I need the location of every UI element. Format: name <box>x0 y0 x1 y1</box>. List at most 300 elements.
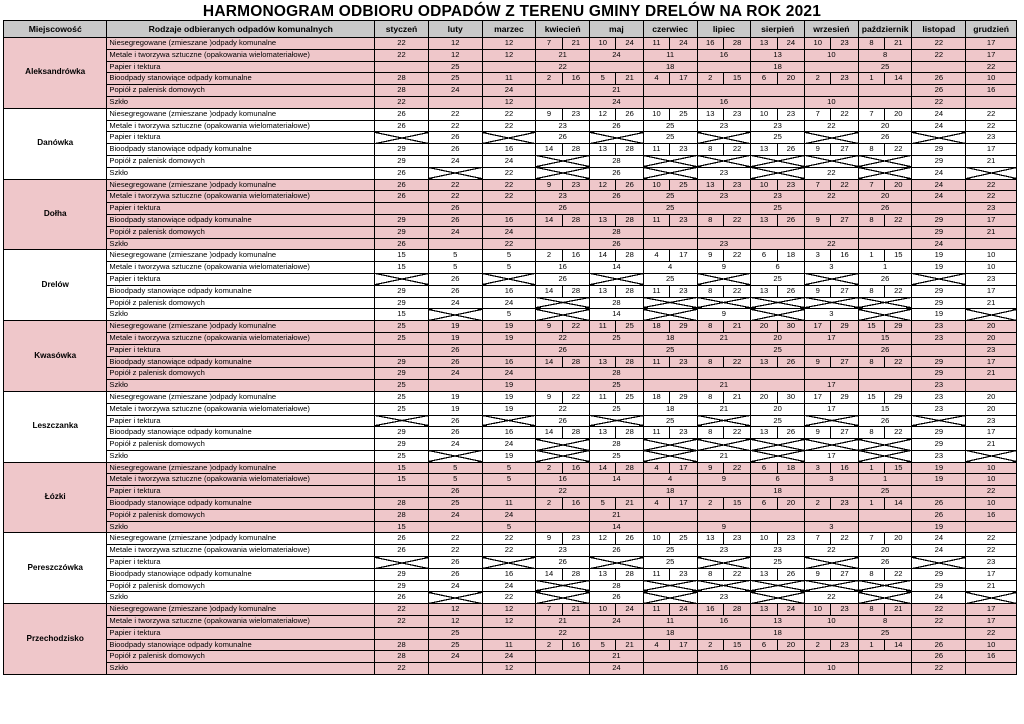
pickup-day: 24 <box>590 663 644 675</box>
schedule-row <box>4 226 1017 238</box>
pickup-day: 22 <box>723 356 750 368</box>
pickup-day: 20 <box>777 73 804 85</box>
pickup-day: 29 <box>375 285 429 297</box>
town-name: Pereszczówka <box>4 533 107 604</box>
no-pickup-cell <box>805 132 859 144</box>
pickup-day: 17 <box>966 427 1017 439</box>
pickup-day: 9 <box>805 427 831 439</box>
pickup-day: 9 <box>805 568 831 580</box>
waste-type-label: Niesegregowane (zmieszane )odpady komunalne <box>107 462 375 474</box>
pickup-day: 6 <box>751 262 805 274</box>
pickup-day: 2 <box>805 73 831 85</box>
town-name: Kwasówka <box>4 321 107 392</box>
pickup-day: 11 <box>643 38 669 50</box>
pickup-day: 22 <box>482 167 536 179</box>
pickup-day: 15 <box>723 73 750 85</box>
pickup-day: 22 <box>966 61 1017 73</box>
pickup-day: 26 <box>912 85 966 97</box>
pickup-day: 4 <box>643 474 697 486</box>
no-pickup-cell <box>536 521 590 533</box>
pickup-day: 29 <box>375 580 429 592</box>
waste-type-label: Niesegregowane (zmieszane )odpady komunalne <box>107 179 375 191</box>
pickup-day: 22 <box>831 108 858 120</box>
schedule-row <box>4 49 1017 61</box>
pickup-day: 5 <box>428 250 482 262</box>
pickup-day: 22 <box>428 533 482 545</box>
pickup-day: 5 <box>482 474 536 486</box>
pickup-day: 12 <box>428 616 482 628</box>
pickup-day: 9 <box>805 356 831 368</box>
schedule-row <box>4 580 1017 592</box>
pickup-day: 13 <box>751 616 805 628</box>
pickup-day: 29 <box>375 144 429 156</box>
pickup-day: 26 <box>590 238 644 250</box>
no-pickup-cell <box>643 592 697 604</box>
pickup-day: 23 <box>912 321 966 333</box>
pickup-day: 22 <box>966 191 1017 203</box>
pickup-day: 22 <box>482 533 536 545</box>
pickup-day: 9 <box>536 321 562 333</box>
pickup-day: 24 <box>912 238 966 250</box>
pickup-day: 23 <box>670 144 697 156</box>
schedule-row <box>4 439 1017 451</box>
pickup-day: 15 <box>723 639 750 651</box>
pickup-day: 8 <box>858 214 884 226</box>
pickup-day: 9 <box>697 309 751 321</box>
pickup-day: 8 <box>858 144 884 156</box>
pickup-day: 4 <box>643 639 669 651</box>
pickup-day: 8 <box>697 391 723 403</box>
pickup-day: 29 <box>375 568 429 580</box>
pickup-day: 12 <box>590 108 616 120</box>
pickup-day: 21 <box>966 226 1017 238</box>
pickup-day: 28 <box>616 462 643 474</box>
pickup-day: 11 <box>590 391 616 403</box>
no-pickup-cell <box>966 521 1017 533</box>
schedule-row <box>4 38 1017 50</box>
pickup-day: 8 <box>697 144 723 156</box>
pickup-day: 12 <box>590 179 616 191</box>
no-pickup-cell <box>590 273 644 285</box>
no-pickup-cell <box>805 61 859 73</box>
no-pickup-cell <box>697 61 751 73</box>
pickup-day: 25 <box>590 403 644 415</box>
pickup-day: 28 <box>375 85 429 97</box>
pickup-day: 22 <box>805 191 859 203</box>
pickup-day: 2 <box>536 498 562 510</box>
pickup-day: 9 <box>697 250 723 262</box>
no-pickup-cell <box>375 273 429 285</box>
pickup-day: 8 <box>697 285 723 297</box>
pickup-day: 26 <box>912 639 966 651</box>
pickup-day: 23 <box>966 203 1017 215</box>
pickup-day: 16 <box>697 49 751 61</box>
pickup-day: 17 <box>966 604 1017 616</box>
pickup-day: 24 <box>428 439 482 451</box>
waste-type-label: Bioodpady stanowiące odpady komunalne <box>107 356 375 368</box>
pickup-day: 25 <box>751 273 805 285</box>
no-pickup-cell <box>643 651 697 663</box>
pickup-day: 29 <box>375 155 429 167</box>
pickup-day: 28 <box>616 427 643 439</box>
pickup-day: 28 <box>562 356 589 368</box>
pickup-day: 25 <box>428 498 482 510</box>
header-month: grudzień <box>966 21 1017 38</box>
pickup-day: 8 <box>858 427 884 439</box>
pickup-day: 26 <box>858 344 912 356</box>
pickup-day: 1 <box>858 262 912 274</box>
pickup-day: 22 <box>428 120 482 132</box>
pickup-day: 22 <box>375 616 429 628</box>
pickup-day: 22 <box>536 61 590 73</box>
pickup-day: 17 <box>805 403 859 415</box>
pickup-day: 9 <box>805 285 831 297</box>
pickup-day: 16 <box>697 663 751 675</box>
pickup-day: 10 <box>966 639 1017 651</box>
town-name: Danówka <box>4 108 107 179</box>
no-pickup-cell <box>805 509 859 521</box>
pickup-day: 9 <box>805 214 831 226</box>
no-pickup-cell <box>643 509 697 521</box>
pickup-day: 10 <box>805 616 859 628</box>
pickup-day: 21 <box>966 580 1017 592</box>
pickup-day: 19 <box>912 474 966 486</box>
waste-type-label: Niesegregowane (zmieszane )odpady komunalne <box>107 533 375 545</box>
no-pickup-cell <box>805 344 859 356</box>
pickup-day: 7 <box>858 179 884 191</box>
pickup-day: 20 <box>885 108 912 120</box>
pickup-day: 22 <box>831 533 858 545</box>
pickup-day: 10 <box>805 38 831 50</box>
pickup-day: 26 <box>616 108 643 120</box>
waste-type-label: Bioodpady stanowiące odpady komunalne <box>107 73 375 85</box>
no-pickup-cell <box>966 96 1017 108</box>
pickup-day: 20 <box>966 403 1017 415</box>
pickup-day: 30 <box>777 321 804 333</box>
pickup-day: 13 <box>751 427 777 439</box>
no-pickup-cell <box>805 155 859 167</box>
pickup-day: 26 <box>777 356 804 368</box>
pickup-day: 8 <box>858 49 912 61</box>
pickup-day: 25 <box>590 380 644 392</box>
pickup-day: 22 <box>375 49 429 61</box>
pickup-day: 29 <box>670 321 697 333</box>
no-pickup-cell <box>697 627 751 639</box>
no-pickup-cell <box>697 368 751 380</box>
pickup-day: 23 <box>562 108 589 120</box>
pickup-day: 28 <box>590 226 644 238</box>
pickup-day: 15 <box>885 250 912 262</box>
pickup-day: 16 <box>697 616 751 628</box>
pickup-day: 2 <box>697 498 723 510</box>
pickup-day: 29 <box>912 568 966 580</box>
pickup-day: 20 <box>751 391 777 403</box>
no-pickup-cell <box>858 651 912 663</box>
pickup-day: 19 <box>912 250 966 262</box>
waste-type-label: Niesegregowane (zmieszane )odpady komunalne <box>107 604 375 616</box>
pickup-day: 22 <box>912 604 966 616</box>
pickup-day: 2 <box>805 639 831 651</box>
pickup-day: 12 <box>590 533 616 545</box>
pickup-day: 17 <box>670 250 697 262</box>
pickup-day: 13 <box>751 38 777 50</box>
waste-type-label: Szkło <box>107 450 375 462</box>
pickup-day: 24 <box>616 604 643 616</box>
pickup-day: 19 <box>912 309 966 321</box>
pickup-day: 16 <box>697 38 723 50</box>
pickup-day: 17 <box>670 462 697 474</box>
pickup-day: 23 <box>697 167 751 179</box>
pickup-day: 16 <box>482 285 536 297</box>
pickup-day: 26 <box>375 533 429 545</box>
pickup-day: 22 <box>482 238 536 250</box>
pickup-day: 28 <box>562 568 589 580</box>
waste-type-label: Popiół z palenisk domowych <box>107 155 375 167</box>
pickup-day: 19 <box>912 262 966 274</box>
waste-type-label: Papier i tektura <box>107 557 375 569</box>
schedule-row <box>4 85 1017 97</box>
pickup-day: 18 <box>751 627 805 639</box>
schedule-row <box>4 344 1017 356</box>
pickup-day: 29 <box>912 439 966 451</box>
pickup-day: 16 <box>966 509 1017 521</box>
pickup-day: 23 <box>831 73 858 85</box>
waste-type-label: Niesegregowane (zmieszane )odpady komunalne <box>107 391 375 403</box>
schedule-row <box>4 368 1017 380</box>
header-row <box>4 21 1017 38</box>
no-pickup-cell <box>482 273 536 285</box>
pickup-day: 18 <box>751 486 805 498</box>
no-pickup-cell <box>805 226 859 238</box>
pickup-day: 22 <box>966 486 1017 498</box>
pickup-day: 18 <box>643 321 669 333</box>
town-name: Drelów <box>4 250 107 321</box>
schedule-row <box>4 533 1017 545</box>
pickup-day: 21 <box>885 38 912 50</box>
pickup-day: 19 <box>428 321 482 333</box>
pickup-day: 13 <box>751 356 777 368</box>
pickup-day: 25 <box>428 627 482 639</box>
pickup-day: 10 <box>966 474 1017 486</box>
no-pickup-cell <box>643 297 697 309</box>
pickup-day: 14 <box>536 427 562 439</box>
pickup-day: 14 <box>536 356 562 368</box>
waste-type-label: Szkło <box>107 663 375 675</box>
no-pickup-cell <box>590 132 644 144</box>
waste-type-label: Metale i tworzywa sztuczne (opakowania wielomateriałowe) <box>107 403 375 415</box>
pickup-day: 23 <box>831 38 858 50</box>
pickup-day: 28 <box>562 427 589 439</box>
pickup-day: 22 <box>966 108 1017 120</box>
waste-type-label: Papier i tektura <box>107 132 375 144</box>
pickup-day: 6 <box>751 474 805 486</box>
no-pickup-cell <box>643 368 697 380</box>
pickup-day: 29 <box>375 214 429 226</box>
pickup-day: 24 <box>482 155 536 167</box>
schedule-row <box>4 332 1017 344</box>
waste-type-label: Szkło <box>107 238 375 250</box>
no-pickup-cell <box>643 155 697 167</box>
pickup-day: 29 <box>375 427 429 439</box>
pickup-day: 16 <box>562 639 589 651</box>
pickup-day: 7 <box>805 533 831 545</box>
pickup-day: 14 <box>590 521 644 533</box>
waste-type-label: Metale i tworzywa sztuczne (opakowania wielomateriałowe) <box>107 191 375 203</box>
waste-type-label: Papier i tektura <box>107 273 375 285</box>
pickup-day: 25 <box>858 486 912 498</box>
header-town: Miejscowość <box>4 21 107 38</box>
pickup-day: 10 <box>643 108 669 120</box>
pickup-day: 8 <box>858 38 884 50</box>
schedule-row <box>4 651 1017 663</box>
pickup-day: 15 <box>375 521 429 533</box>
pickup-day: 8 <box>858 604 884 616</box>
header-month: czerwiec <box>643 21 697 38</box>
pickup-day: 17 <box>966 285 1017 297</box>
pickup-day: 24 <box>590 96 644 108</box>
waste-type-label: Popiół z palenisk domowych <box>107 509 375 521</box>
pickup-day: 15 <box>375 262 429 274</box>
no-pickup-cell <box>697 85 751 97</box>
no-pickup-cell <box>751 439 805 451</box>
pickup-day: 16 <box>536 474 590 486</box>
pickup-day: 24 <box>616 38 643 50</box>
no-pickup-cell <box>858 238 912 250</box>
pickup-day: 21 <box>562 604 589 616</box>
pickup-day: 5 <box>428 462 482 474</box>
pickup-day: 13 <box>590 285 616 297</box>
pickup-day: 15 <box>723 498 750 510</box>
pickup-day: 20 <box>858 191 912 203</box>
pickup-day: 29 <box>670 391 697 403</box>
pickup-day: 17 <box>805 321 831 333</box>
pickup-day: 26 <box>777 144 804 156</box>
no-pickup-cell <box>912 61 966 73</box>
pickup-day: 11 <box>643 285 669 297</box>
no-pickup-cell <box>697 415 751 427</box>
pickup-day: 22 <box>375 96 429 108</box>
pickup-day: 21 <box>723 391 750 403</box>
pickup-day: 10 <box>966 250 1017 262</box>
no-pickup-cell <box>536 509 590 521</box>
pickup-day: 17 <box>966 49 1017 61</box>
pickup-day: 17 <box>805 450 859 462</box>
no-pickup-cell <box>375 132 429 144</box>
no-pickup-cell <box>375 627 429 639</box>
pickup-day: 5 <box>590 498 616 510</box>
pickup-day: 8 <box>697 356 723 368</box>
pickup-day: 26 <box>858 273 912 285</box>
waste-type-label: Popiół z palenisk domowych <box>107 368 375 380</box>
no-pickup-cell <box>375 486 429 498</box>
pickup-day: 9 <box>697 262 751 274</box>
no-pickup-cell <box>590 415 644 427</box>
pickup-day: 10 <box>590 38 616 50</box>
pickup-day: 18 <box>751 61 805 73</box>
pickup-day: 22 <box>375 38 429 50</box>
pickup-day: 23 <box>777 108 804 120</box>
pickup-day: 23 <box>697 191 751 203</box>
pickup-day: 22 <box>885 427 912 439</box>
pickup-day: 25 <box>670 108 697 120</box>
no-pickup-cell <box>590 486 644 498</box>
pickup-day: 16 <box>966 651 1017 663</box>
pickup-day: 17 <box>805 332 859 344</box>
pickup-day: 15 <box>375 462 429 474</box>
pickup-day: 21 <box>966 155 1017 167</box>
no-pickup-cell <box>482 486 536 498</box>
no-pickup-cell <box>697 203 751 215</box>
pickup-day: 22 <box>885 285 912 297</box>
pickup-day: 12 <box>482 38 536 50</box>
no-pickup-cell <box>643 450 697 462</box>
no-pickup-cell <box>858 309 912 321</box>
pickup-day: 10 <box>643 533 669 545</box>
pickup-day: 29 <box>375 356 429 368</box>
pickup-day: 25 <box>643 191 697 203</box>
pickup-day: 20 <box>858 120 912 132</box>
pickup-day: 14 <box>590 250 616 262</box>
pickup-day: 21 <box>697 403 751 415</box>
pickup-day: 24 <box>482 509 536 521</box>
pickup-day: 29 <box>375 226 429 238</box>
pickup-day: 5 <box>482 462 536 474</box>
header-month: kwiecień <box>536 21 590 38</box>
pickup-day: 29 <box>912 144 966 156</box>
pickup-day: 24 <box>912 167 966 179</box>
waste-type-label: Papier i tektura <box>107 203 375 215</box>
no-pickup-cell <box>697 509 751 521</box>
pickup-day: 19 <box>482 450 536 462</box>
no-pickup-cell <box>858 380 912 392</box>
pickup-day: 21 <box>885 604 912 616</box>
pickup-day: 12 <box>482 49 536 61</box>
pickup-day: 14 <box>885 639 912 651</box>
pickup-day: 16 <box>562 250 589 262</box>
no-pickup-cell <box>805 297 859 309</box>
pickup-day: 29 <box>912 285 966 297</box>
no-pickup-cell <box>858 167 912 179</box>
pickup-day: 13 <box>751 49 805 61</box>
pickup-day: 20 <box>777 639 804 651</box>
pickup-day: 25 <box>751 132 805 144</box>
pickup-day: 14 <box>536 214 562 226</box>
pickup-day: 24 <box>482 368 536 380</box>
pickup-day: 23 <box>562 533 589 545</box>
no-pickup-cell <box>428 167 482 179</box>
pickup-day: 19 <box>428 403 482 415</box>
pickup-day: 4 <box>643 262 697 274</box>
pickup-day: 29 <box>885 391 912 403</box>
pickup-day: 18 <box>643 403 697 415</box>
pickup-day: 28 <box>616 568 643 580</box>
no-pickup-cell <box>751 297 805 309</box>
pickup-day: 11 <box>643 568 669 580</box>
schedule-row <box>4 191 1017 203</box>
pickup-day: 22 <box>912 96 966 108</box>
pickup-day: 24 <box>777 604 804 616</box>
pickup-day: 26 <box>858 203 912 215</box>
schedule-row <box>4 486 1017 498</box>
header-month: wrzesień <box>805 21 859 38</box>
no-pickup-cell <box>858 450 912 462</box>
pickup-day: 6 <box>751 498 777 510</box>
pickup-day: 13 <box>751 568 777 580</box>
no-pickup-cell <box>536 309 590 321</box>
pickup-day: 22 <box>966 545 1017 557</box>
no-pickup-cell <box>751 155 805 167</box>
pickup-day: 20 <box>777 498 804 510</box>
